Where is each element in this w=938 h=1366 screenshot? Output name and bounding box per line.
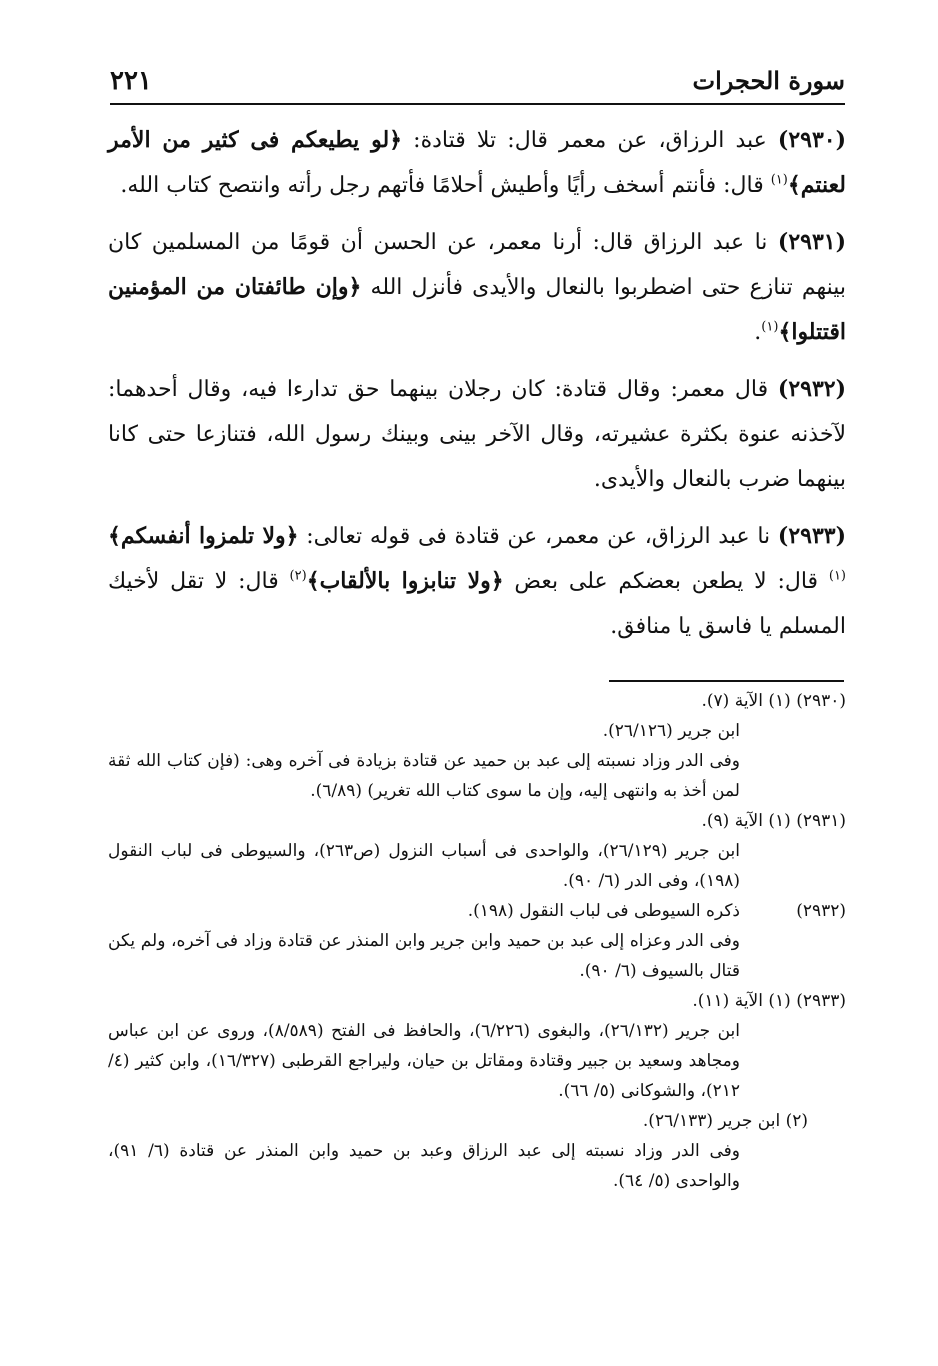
hadith-text: قال: لا يطعن بعضكم على بعض	[503, 569, 829, 594]
footnote-text: ذكره السيوطى فى لباب النقول (١٩٨).	[467, 901, 740, 921]
quran-verse: ﴿وإن طائفتان من المؤمنين اقتتلوا﴾	[108, 274, 846, 345]
footnote-ref: (٢)	[289, 568, 307, 584]
hadith-2933	[108, 514, 846, 649]
hadith-text: عبد الرزاق، عن معمر قال: تلا قتادة:	[402, 128, 778, 153]
quran-verse: ﴿ولا تلمزوا أنفسكم﴾	[108, 523, 299, 549]
footnote-line	[108, 1016, 846, 1106]
main-text	[108, 118, 846, 661]
hadith-text: قال: لا تقل لأخيك المسلم يا فاسق يا منافق.	[108, 569, 846, 639]
hadith-text: قال معمر: وقال قتادة: كان رجلان بينهما حق تدارءا فيه، وقال أحدهما: لآخذنه عنوة بكثرة عشيرته، وقال الآخر بينى وبينك رسول الله، فتنازعا حتى كانا بينهما ضرب بالنعال والأيدى.	[108, 377, 846, 492]
footnote-line	[108, 716, 846, 746]
footnote-line	[108, 1136, 846, 1196]
page-number: ٢٢١	[110, 66, 152, 96]
quran-verse: ﴿لو يطيعكم فى كثير من الأمر لعنتم﴾	[108, 127, 846, 198]
footnote-text: وفى الدر وزاد نسبته إلى عبد الرزاق وعبد بن حميد وابن المنذر عن قتادة (٦/ ٩١)، والواحدى (٥/ ٦٤).	[108, 1141, 740, 1191]
surah-title: سورة الحجرات	[692, 66, 845, 95]
footnote-line	[108, 806, 846, 836]
footnote-line	[108, 836, 846, 896]
footnote-text: وفى الدر وعزاه إلى عبد بن حميد وابن جرير وابن المنذر عن قتادة وزاد فى آخره، ولم يكن قتال بالسيوف (٦/ ٩٠).	[108, 931, 740, 981]
footnote-ref: (١)	[828, 568, 846, 584]
hadith-number: (٢٩٣٠)	[777, 127, 846, 153]
page-header	[110, 66, 845, 100]
footnote-line	[108, 686, 846, 716]
footnote-text: (٢٩٣١) (١) الآية (٩).	[701, 811, 846, 831]
footnote-label: (٢٩٣٢)	[796, 901, 846, 921]
hadith-2931	[108, 220, 846, 355]
footnote-text: (٢٩٣٣) (١) الآية (١١).	[692, 991, 846, 1011]
footnote-text: وفى الدر وزاد نسبته إلى عبد بن حميد عن قتادة بزيادة فى آخره وهى: (فإن كتاب الله ثقة لمن أخذ به وانتهى إليه، وإن ما سوى كتاب الله تغرير) (٦/٨٩).	[108, 751, 740, 801]
footnote-ref: (١)	[761, 319, 779, 335]
footnote-text: (٢٩٣٠) (١) الآية (٧).	[701, 691, 846, 711]
footnote-text: ابن جرير (٢٦/١٣٢)، والبغوى (٦/٢٢٦)، والحافظ فى الفتح (٨/٥٨٩)، وروى عن ابن عباس ومجاهد وسعيد بن جبير وقتادة ومقاتل بن حيان، وليراجع القرطبى (١٦/٣٢٧)، وابن كثير (٤/ ٢١٢)، والشوكانى (٥/ ٦٦).	[108, 1021, 741, 1101]
footnote-text: (٢) ابن جرير (٢٦/١٣٣).	[642, 1111, 808, 1131]
footnote-ref: (١)	[770, 172, 788, 188]
footnote-text: ابن جرير (٢٦/١٢٩)، والواحدى فى أسباب النزول (ص٢٦٣)، والسيوطى فى لباب النقول (١٩٨)، وفى الدر (٦/ ٩٠).	[108, 841, 740, 891]
footnote-line	[108, 896, 846, 926]
footnote-text: ابن جرير (٢٦/١٢٦).	[602, 721, 740, 741]
footnotes	[108, 686, 846, 1196]
footnote-divider	[609, 680, 844, 682]
footnote-line	[108, 926, 846, 986]
hadith-2932	[108, 367, 846, 502]
hadith-number: (٢٩٣٢)	[777, 376, 846, 402]
footnote-line	[108, 1106, 846, 1136]
hadith-text: نا عبد الرزاق قال: أرنا معمر، عن الحسن أن قومًا من المسلمين كان بينهم تنازع حتى اضطربوا بالنعال والأيدى فأنزل الله	[108, 230, 847, 300]
hadith-text: نا عبد الرزاق، عن معمر، عن قتادة فى قوله تعالى:	[298, 524, 778, 549]
quran-verse: ﴿ولا تنابزوا بالألقاب﴾	[306, 568, 504, 594]
hadith-number: (٢٩٣٣)	[777, 523, 846, 549]
hadith-text: قال: فأنتم أسخف رأيًا وأطيش أحلامًا فأتهم رجل رأته وانتصح كتاب الله.	[120, 173, 771, 198]
hadith-2930	[108, 118, 846, 208]
footnote-line	[108, 986, 846, 1016]
hadith-number: (٢٩٣١)	[777, 229, 846, 255]
footnote-line	[108, 746, 846, 806]
header-divider	[110, 103, 845, 105]
hadith-text: .	[754, 320, 762, 345]
